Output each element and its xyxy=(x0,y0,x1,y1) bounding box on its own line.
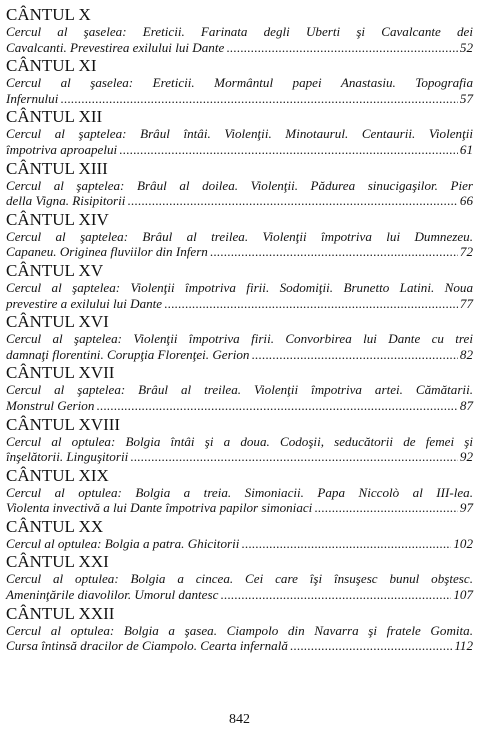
description-line: Monstrul Gerion xyxy=(6,397,95,413)
canto-heading: CÂNTUL XIII xyxy=(6,158,108,178)
canto-description xyxy=(6,571,473,602)
toc-entry xyxy=(6,604,473,654)
canto-heading: CÂNTUL XII xyxy=(6,107,103,127)
description-leader-line xyxy=(6,244,473,260)
description-leader-line xyxy=(6,638,473,654)
description-line: Cursa întinsă dracilor de Ciampolo. Cearta infernală xyxy=(6,638,288,654)
description-line: Cercul al şaselea: Ereticii. Farinata degli Uberti şi Cavalcante dei xyxy=(6,24,473,39)
canto-description xyxy=(6,75,473,106)
toc-entry xyxy=(6,5,473,55)
entry-page-number: 102 xyxy=(453,535,473,551)
description-leader-line xyxy=(6,398,473,414)
dot-leader xyxy=(127,193,457,209)
entry-page-number: 57 xyxy=(459,90,473,106)
toc-entry xyxy=(6,56,473,106)
canto-heading: CÂNTUL XVII xyxy=(6,363,115,383)
canto-heading: CÂNTUL XVI xyxy=(6,312,109,332)
canto-description xyxy=(6,24,473,55)
description-line: Cercul al optulea: Bolgia a cincea. Cei care îşi însuşesc bunul obştesc. xyxy=(6,571,473,587)
toc-entry xyxy=(6,415,473,465)
canto-heading: CÂNTUL XXI xyxy=(6,552,109,572)
canto-description xyxy=(6,382,473,413)
description-line: Cercul al şaptelea: Brâul întâi. Violenţii. Minotaurul. Centaurii. Violenţii xyxy=(6,126,473,142)
toc-entry xyxy=(6,159,473,209)
entry-page-number: 52 xyxy=(459,39,473,55)
dot-leader xyxy=(251,347,457,363)
description-line: Cercul al şaptelea: Brâul al doilea. Violenţii. Pădurea sinucigaşilor. Pier xyxy=(6,177,473,193)
dot-leader xyxy=(60,91,458,107)
canto-heading: CÂNTUL X xyxy=(6,5,91,24)
dot-leader xyxy=(130,449,458,465)
canto-description xyxy=(6,331,473,362)
description-line: Cercul al şaptelea: Brâul al treilea. Violenţii împotriva artei. Cămătarii. xyxy=(6,382,473,398)
description-leader-line xyxy=(6,296,473,312)
description-line: Capaneu. Originea fluviilor din Infern xyxy=(6,244,208,260)
description-line: Ameninţările diavolilor. Umorul dantesc xyxy=(6,587,219,603)
dot-leader xyxy=(226,40,458,56)
description-line: Cercul al şaptelea: Brâul al treilea. Violenţii împotriva lui Dumnezeu. xyxy=(6,228,473,244)
canto-heading: CÂNTUL XIV xyxy=(6,209,109,229)
dot-leader xyxy=(314,500,458,516)
description-line: Cercul al optulea: Bolgia a treia. Simoniacii. Papa Niccolò al III-lea. xyxy=(6,484,473,500)
description-line: prevestire a exilului lui Dante xyxy=(6,295,163,311)
canto-heading: CÂNTUL XV xyxy=(6,260,104,280)
entry-page-number: 82 xyxy=(459,346,473,362)
canto-description xyxy=(6,126,473,157)
toc-entry xyxy=(6,517,473,552)
description-leader-line xyxy=(6,536,473,552)
description-line: damnaţi florentini. Corupţia Florenţei. Gerion xyxy=(6,346,250,362)
canto-heading: CÂNTUL XIX xyxy=(6,465,109,485)
canto-heading: CÂNTUL XXII xyxy=(6,603,115,623)
dot-leader xyxy=(241,536,451,552)
entry-page-number: 72 xyxy=(459,244,473,260)
entry-page-number: 87 xyxy=(459,397,473,413)
canto-description xyxy=(6,434,473,465)
toc-entry xyxy=(6,210,473,260)
entry-page-number: 66 xyxy=(459,193,473,209)
description-leader-line xyxy=(6,500,473,516)
description-leader-line xyxy=(6,347,473,363)
dot-leader xyxy=(290,638,452,654)
entry-page-number: 77 xyxy=(459,295,473,311)
entry-page-number: 61 xyxy=(459,141,473,157)
toc-entry xyxy=(6,363,473,413)
entry-page-number: 112 xyxy=(454,638,473,654)
description-leader-line xyxy=(6,193,473,209)
toc-list xyxy=(6,5,473,654)
canto-description xyxy=(6,229,473,260)
toc-entry xyxy=(6,552,473,602)
description-line: Cercul al şaptelea: Violenţii împotriva firii. Convorbirea lui Dante cu trei xyxy=(6,331,473,347)
dot-leader xyxy=(220,587,451,603)
description-line: Cercul al şaselea: Ereticii. Mormântul papei Anastasiu. Topografia xyxy=(6,75,473,91)
description-leader-line xyxy=(6,587,473,603)
canto-description xyxy=(6,485,473,516)
description-line: Cercul al optulea: Bolgia întâi şi a doua. Codoşii, seducătorii de femei şi xyxy=(6,433,473,449)
description-line: Cercul al şaptelea: Violenţii împotriva firii. Sodomiţii. Brunetto Latini. Noua xyxy=(6,279,473,295)
toc-entry xyxy=(6,261,473,311)
entry-page-number: 92 xyxy=(459,449,473,465)
canto-description xyxy=(6,178,473,209)
toc-entry xyxy=(6,466,473,516)
dot-leader xyxy=(119,142,458,158)
toc-entry xyxy=(6,312,473,362)
description-line: Cercul al optulea: Bolgia a şasea. Ciampolo din Navarra şi fratele Gomita. xyxy=(6,622,473,638)
page-number: 842 xyxy=(229,712,250,727)
canto-heading: CÂNTUL XVIII xyxy=(6,414,121,434)
canto-description xyxy=(6,536,473,552)
description-leader-line xyxy=(6,91,473,107)
description-leader-line xyxy=(6,40,473,56)
description-leader-line xyxy=(6,142,473,158)
dot-leader xyxy=(164,296,458,312)
canto-heading: CÂNTUL XI xyxy=(6,56,97,76)
description-line: Violenta invectivă a lui Dante împotriva papilor simoniaci xyxy=(6,500,313,516)
description-line: Cercul al optulea: Bolgia a patra. Ghicitorii xyxy=(6,535,240,551)
description-leader-line xyxy=(6,449,473,465)
dot-leader xyxy=(96,398,458,414)
toc-entry xyxy=(6,107,473,157)
description-line: înşelătorii. Linguşitorii xyxy=(6,449,129,465)
description-line: Infernului xyxy=(6,90,59,106)
canto-heading: CÂNTUL XX xyxy=(6,516,104,536)
description-line: della Vigna. Risipitorii xyxy=(6,193,126,209)
description-line: împotriva aproapelui xyxy=(6,141,118,157)
canto-description xyxy=(6,623,473,654)
entry-page-number: 97 xyxy=(459,500,473,516)
entry-page-number: 107 xyxy=(453,587,473,603)
description-line: Cavalcanti. Prevestirea exilului lui Dante xyxy=(6,39,225,55)
canto-description xyxy=(6,280,473,311)
dot-leader xyxy=(210,244,458,260)
